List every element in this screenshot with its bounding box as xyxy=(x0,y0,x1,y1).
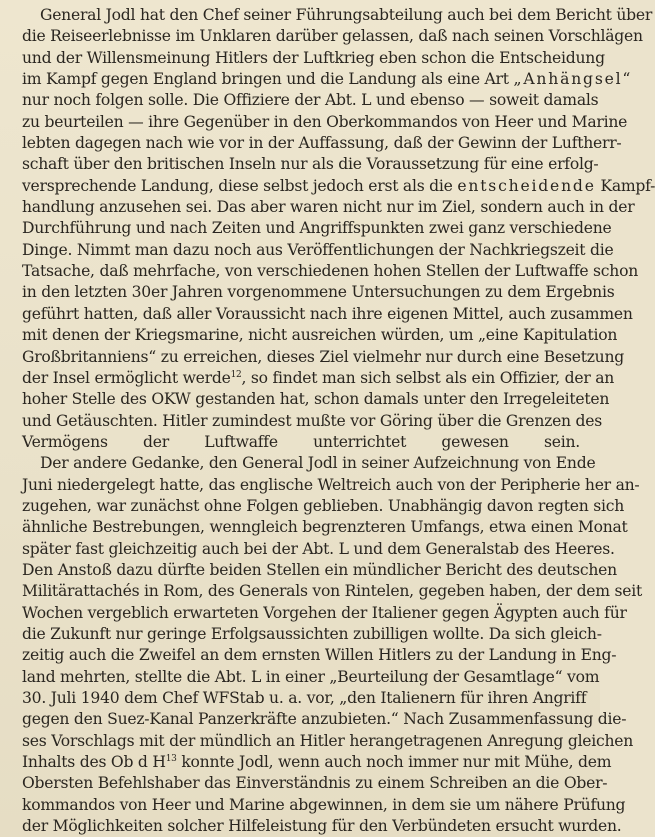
text-line: lebten dagegen nach wie vor in der Auffassung, daß der Gewinn der Luftherr- xyxy=(22,134,622,153)
spaced-word: „Anhängsel“ xyxy=(513,70,633,89)
text-line: 30. Juli 1940 dem Chef WFStab u. a. vor, „den Italienern für ihren Angriff xyxy=(22,689,587,707)
text-line: schaft über den britischen Inseln nur als die Voraussetzung für eine erfolg- xyxy=(22,155,599,174)
text-line: mit denen der Kriegsmarine, nicht ausreichen würden, um „eine Kapitulation xyxy=(22,326,618,345)
text-line: die Reiseerlebnisse im Unklaren darüber gelassen, daß nach seinen Vorschlägen xyxy=(22,27,643,46)
footnote-marker: 12 xyxy=(230,369,242,380)
text-line: Inhalts des Ob d $H^{13}$ konnte Jodl, wenn auch noch immer nur mit Mühe, dem xyxy=(22,753,612,772)
text-line: kommandos von Heer und Marine abgewinnen, in dem sie um nähere Prüfung xyxy=(22,795,626,814)
text-line: zu beurteilen — ihre Gegenüber in den Oberkommandos von Heer und Marine xyxy=(22,112,628,131)
text-line: der Möglichkeiten solcher Hilfeleistung für den Verbündeten ersucht wurden. xyxy=(22,817,622,836)
text-line: und der Willensmeinung Hitlers der Luftkrieg eben schon die Entscheidung xyxy=(22,48,605,67)
text-line: später fast gleichzeitig auch bei der Abt. L und dem Generalstab des Heeres. xyxy=(22,539,615,558)
text-line: Juni niedergelegt hatte, das englische Weltreich auch von der Peripherie her an- xyxy=(22,475,640,494)
text-line: die Zukunft nur geringe Erfolgsaussichten zubilligen wollte. Da sich gleich- xyxy=(22,624,602,643)
text-line: gegen den Suez-Kanal Panzerkräfte anzubieten.“ Nach Zusammenfassung die- xyxy=(22,710,627,729)
text-line: Vermögens der Luftwaffe unterrichtet gewesen sein. xyxy=(22,432,580,451)
text-line: Tatsache, daß mehrfache, von verschiedenen hohen Stellen der Luftwaffe schon xyxy=(22,262,639,281)
text-line: in den letzten 30er Jahren vorgenommene Untersuchungen zu dem Ergebnis xyxy=(22,283,615,302)
text-line: Den Anstoß dazu dürfte beiden Stellen ein mündlicher Bericht des deutschen xyxy=(22,560,617,579)
text-line: und Getäuschten. Hitler zumindest mußte vor Göring über die Grenzen des xyxy=(22,411,603,430)
text-line: handlung anzusehen sei. Das aber waren nicht nur im Ziel, sondern auch in der xyxy=(22,198,635,217)
text-line: Großbritanniens“ zu erreichen, dieses Ziel vielmehr nur durch eine Besetzung xyxy=(22,347,624,366)
text-line: versprechende Landung, diese selbst jedoch erst als die entscheidende Kampf- xyxy=(22,176,655,195)
text-line: Durchführung und nach Zeiten und Angriffspunkten zwei ganz verschiedene xyxy=(22,219,612,238)
text-line: Wochen vergeblich erwarteten Vorgehen der Italiener gegen Ägypten auch für xyxy=(22,603,627,622)
text-line: land mehrten, stellte die Abt. L in einer „Beurteilung der Gesamtlage“ vom xyxy=(22,667,600,686)
text-line: im Kampf gegen England bringen und die Landung als eine Art „Anhängsel“ xyxy=(22,70,633,89)
text-line: geführt hatten, daß aller Voraussicht nach ihre eigenen Mittel, auch zusammen xyxy=(22,304,633,323)
text-line: hoher Stelle des OKW gestanden hat, schon damals unter den Irregeleiteten xyxy=(22,390,610,409)
text-line: General Jodl hat den Chef seiner Führungsabteilung auch bei dem Bericht über xyxy=(40,6,653,24)
paragraph-1 xyxy=(22,5,655,453)
text-line: der Insel ermöglicht werde$^{12}$, so findet man sich selbst als ein Offizier, der an xyxy=(22,368,615,387)
text-line: Militärattachés in Rom, des Generals von Rintelen, gegeben haben, der dem seit xyxy=(22,582,643,601)
spaced-word: entscheidende xyxy=(457,176,596,195)
text-line: zugehen, war zunächst ohne Folgen geblieben. Unabhängig davon regten sich xyxy=(22,496,625,515)
paragraph-2 xyxy=(22,453,643,837)
text-line: Obersten Befehlshaber das Einverständnis zu einem Schreiben an die Ober- xyxy=(22,774,608,793)
text-line: nur noch folgen solle. Die Offiziere der Abt. L und ebenso — soweit damals xyxy=(22,91,599,110)
text-line: Der andere Gedanke, den General Jodl in seiner Aufzeichnung von Ende xyxy=(40,454,596,473)
text-line: ses Vorschlags mit der mündlich an Hitler herangetragenen Anregung gleichen xyxy=(22,731,634,750)
text-line: ähnliche Bestrebungen, wenngleich begrenzteren Umfangs, etwa einen Monat xyxy=(22,518,628,537)
text-line: Dinge. Nimmt man dazu noch aus Veröffentlichungen der Nachkriegszeit die xyxy=(22,240,614,259)
text-line: zeitig auch die Zweifel an dem ernsten Willen Hitlers zu der Landung in Eng- xyxy=(22,646,617,665)
footnote-marker: 13 xyxy=(165,754,177,765)
